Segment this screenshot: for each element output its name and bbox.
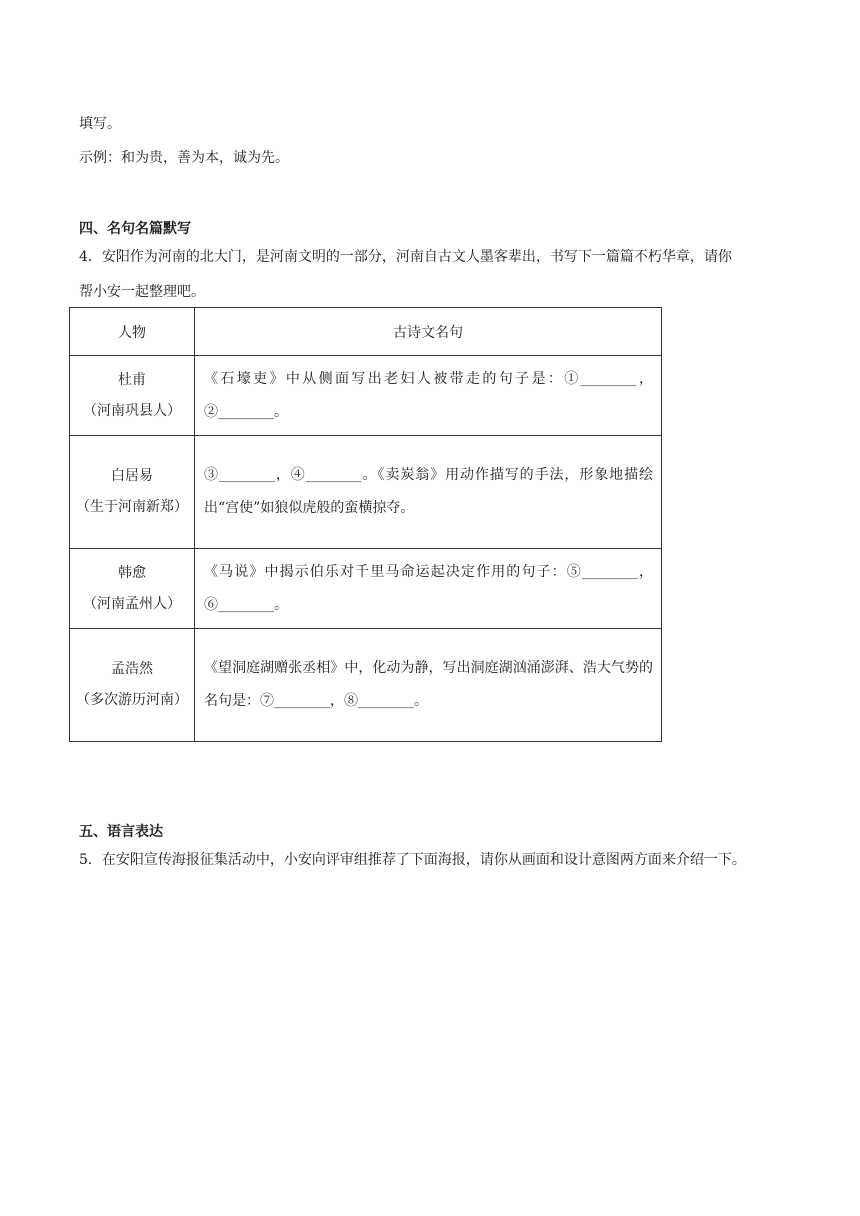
- question4-line2: 帮小安一起整理吧。: [79, 284, 205, 300]
- example-text: 示例：和为贵，善为本，诚为先。: [79, 150, 289, 166]
- intro-text-line: 填写。: [79, 116, 121, 132]
- header-person: 人物: [70, 308, 195, 356]
- person-name: 孟浩然: [111, 661, 153, 677]
- table-header-row: [70, 308, 662, 356]
- person-note: （河南孟州人）: [83, 595, 181, 612]
- section5-heading: 五、语言表达: [79, 824, 163, 840]
- person-name: 韩愈: [118, 564, 146, 581]
- section4-heading: 四、名句名篇默写: [79, 221, 191, 237]
- person-note: （多次游历河南）: [76, 692, 188, 708]
- poems-table: [69, 307, 662, 742]
- table-row: [70, 629, 662, 742]
- person-name: 白居易: [111, 468, 153, 484]
- person-cell: [70, 549, 195, 629]
- person-name: 杜甫: [118, 371, 146, 388]
- header-verse: 古诗文名句: [195, 308, 662, 356]
- person-cell: [70, 356, 195, 436]
- question4-line1: 4．安阳作为河南的北大门，是河南文明的一部分，河南自古文人墨客辈出，书写下一篇篇不朽华章，请你: [79, 249, 732, 265]
- person-note: （生于河南新郑）: [76, 499, 188, 515]
- person-note: （河南巩县人）: [83, 402, 181, 419]
- person-cell: [70, 436, 195, 549]
- table-row: [70, 356, 662, 436]
- verse-cell: 《石壕吏》中从侧面写出老妇人被带走的句子是：①________，②________。: [195, 356, 662, 436]
- person-cell: [70, 629, 195, 742]
- table-row: [70, 436, 662, 549]
- table-row: [70, 549, 662, 629]
- verse-cell: 《马说》中揭示伯乐对千里马命运起决定作用的句子：⑤________，⑥________。: [195, 549, 662, 629]
- question5-text: 5．在安阳宣传海报征集活动中，小安向评审组推荐了下面海报，请你从画面和设计意图两方面来介绍一下。: [79, 852, 746, 868]
- verse-cell: ③________，④________。《卖炭翁》用动作描写的手法，形象地描绘出“宫使”如狼似虎般的蛮横掠夺。: [195, 436, 662, 549]
- verse-cell: 《望洞庭湖赠张丞相》中，化动为静，写出洞庭湖汹涌澎湃、浩大气势的名句是：⑦________，⑧________。: [195, 629, 662, 742]
